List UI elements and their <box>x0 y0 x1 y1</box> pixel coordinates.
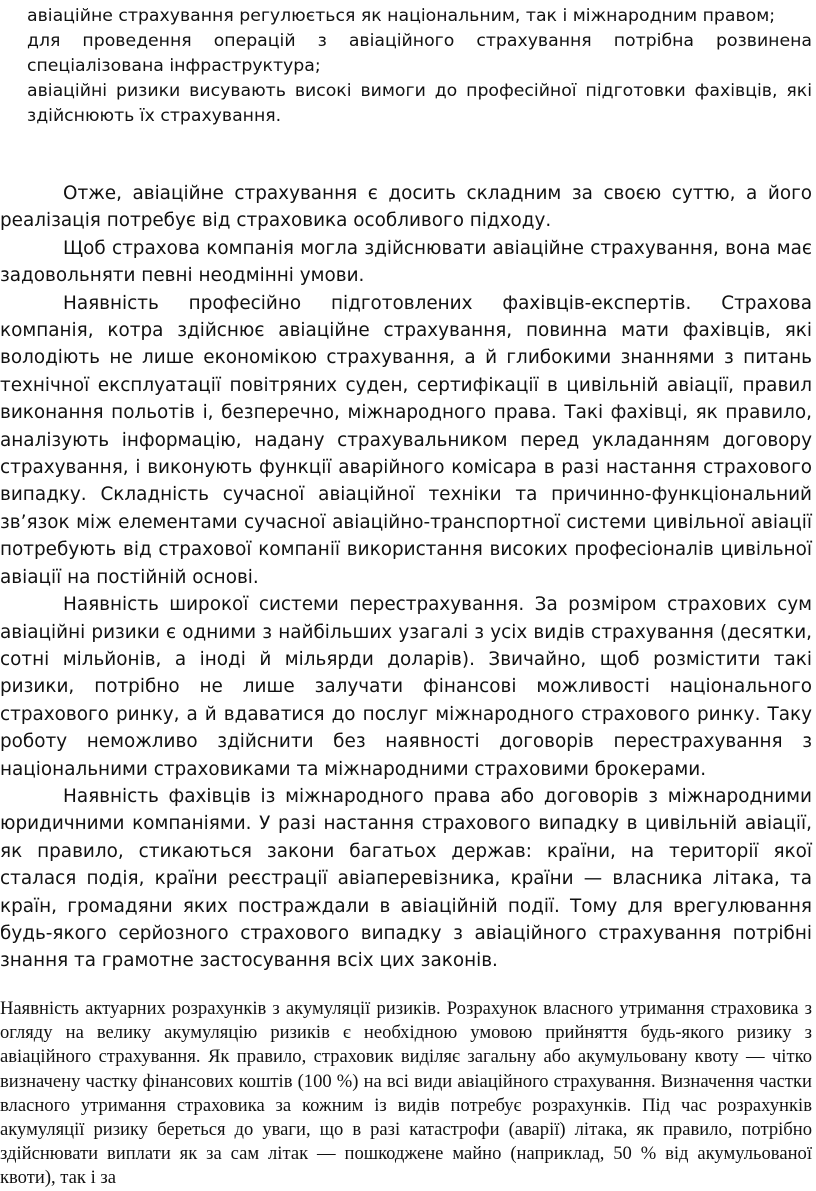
list-item: авіаційне страхування регулюється як національним, так і міжнародним правом; <box>27 6 776 26</box>
list-item: для проведення операцій з авіаційного страхування потрібна розвинена спеціалізована інфраструктура; <box>27 31 812 76</box>
main-text <box>0 180 812 975</box>
list-item: авіаційні ризики висувають високі вимоги до професійної підготовки фахівців, які здійснюють їх страхування. <box>27 81 812 126</box>
paragraph: Щоб страхова компанія могла здійснювати авіаційне страхування, вона має задовольняти певні неодмінні умови. <box>0 237 812 287</box>
conditions-list <box>27 4 812 129</box>
serif-text <box>0 997 812 1191</box>
paragraph: Отже, авіаційне страхування є досить складним за своєю суттю, а його реалізація потребує від страховика особливого підходу. <box>0 183 812 232</box>
paragraph: Наявність фахівців із міжнародного права або договорів з міжнародними юридичними компаніями. У разі настання страхового випадку в цивільній авіації, як правило, стикаються закони багатьох держав: країни, на території якої сталася подія, країни реєстрації авіаперевізника, країни — власника літака, та країн, громадяни яких постраждали в авіаційній події. Тому для врегулювання будь-якого серйозного страхового випадку з авіаційного страхування потрібні знання та грамотне застосування всіх цих законів. <box>0 785 812 972</box>
paragraph: Наявність актуарних розрахунків з акумуляції ризиків. Розрахунок власного утримання страховика з огляду на велику акумуляцію ризиків є необхідною умовою прийняття будь-якого ризику з авіаційного страхування. Як правило, страховик виділяє загальну або акумульовану квоту — чітко визначену частку фінансових коштів (100 %) на всі види авіаційного страхування. Визначення частки власного утримання страховика за кожним із видів потребує розрахунків. Під час розрахунків акумуляції ризику береться до уваги, що в разі катастрофи (аварії) літака, як правило, потрібно здійснювати виплати як за сам літак — пошкоджене майно (наприклад, 50 % від акумульованої квоти), так і за <box>0 998 812 1189</box>
paragraph: Наявність професійно підготовлених фахівців-експертів. Страхова компанія, котра здійснює авіаційне страхування, повинна мати фахівців, які володіють не лише економікою страхування, а й глибокими знаннями з питань технічної експлуатації повітряних суден, сертифікації в цивільній авіації, правил виконання польотів і, безперечно, міжнародного права. Такі фахівці, як правило, аналізують інформацію, надану страхувальником перед укладанням договору страхування, і виконують функції аварійного комісара в разі настання страхового випадку. Складність сучасної авіаційної техніки та причинно-функціональний зв’язок між елементами сучасної авіаційно-транспортної системи цивільної авіації потребують від страхової компанії використання високих професіоналів цивільної авіації на постійній основі. <box>0 292 812 588</box>
paragraph: Наявність широкої системи перестрахування. За розміром страхових сум авіаційні ризики є одними з найбільших узагалі з усіх видів страхування (десятки, сотні мільйонів, а іноді й мільярди доларів). Звичайно, щоб розмістити такі ризики, потрібно не лише залучати фінансові можливості національного страхового ринку, а й вдаватися до послуг міжнародного страхового ринку. Таку роботу неможливо здійснити без наявності договорів перестрахування з національними страховиками та міжнародними страховими брокерами. <box>0 594 812 780</box>
